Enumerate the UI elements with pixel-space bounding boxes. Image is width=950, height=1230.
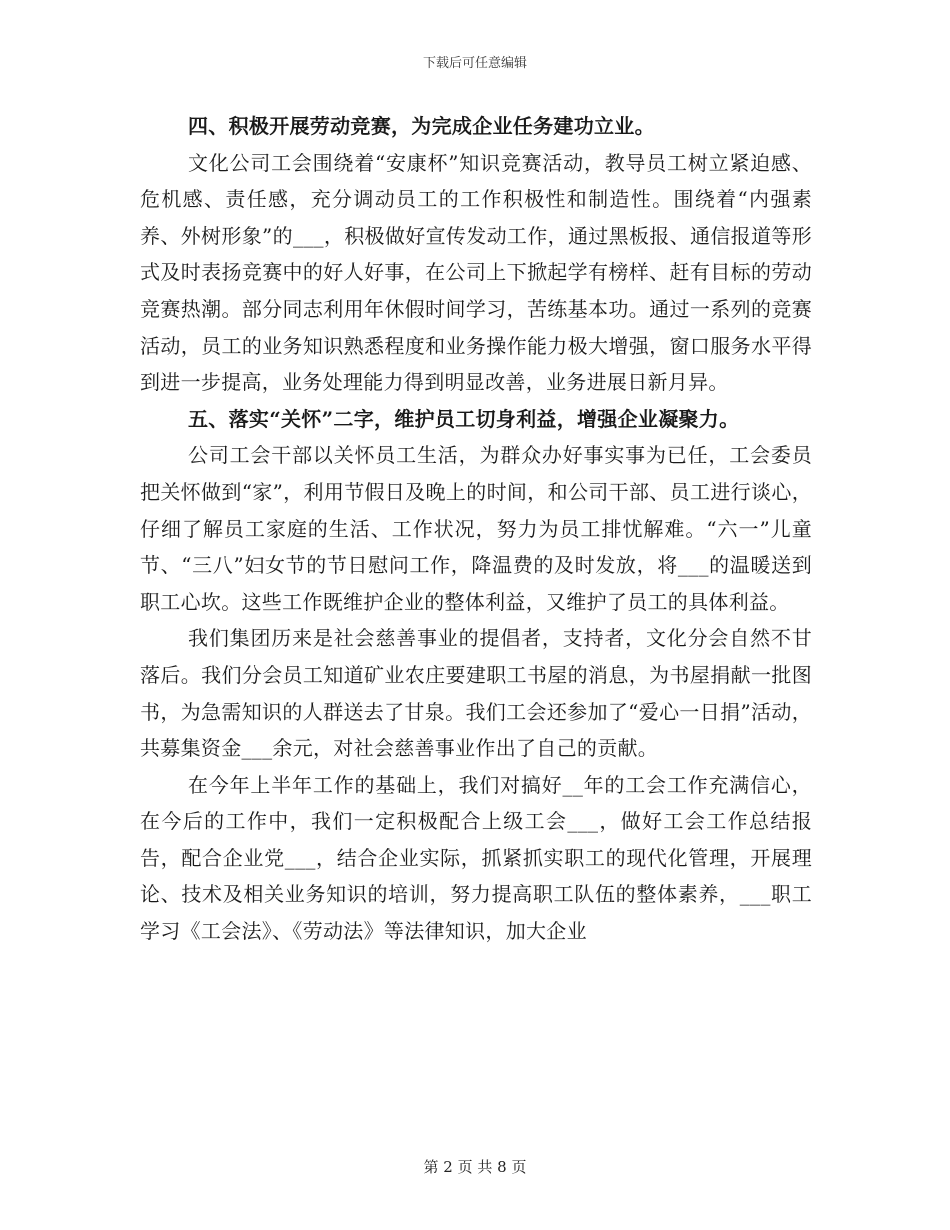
page-footer: 第 2 页 共 8 页 bbox=[423, 1158, 527, 1176]
section-heading-5: 五、落实“关怀”二字，维护员工切身利益，增强企业凝聚力。 bbox=[188, 406, 740, 431]
document-body bbox=[140, 108, 812, 950]
section-heading-4: 四、积极开展劳动竞赛，为完成企业任务建功立业。 bbox=[188, 114, 655, 138]
paragraph-labor-competition: 文化公司工会围绕着“安康杯”知识竞赛活动，教导员工树立紧迫感、危机感、责任感，充分调动员工的工作积极性和制造性。围绕着“内强素养、外树形象”的___，积极做好宣传发动工作，通过黑板报、通信报道等形式及时表扬竞赛中的好人好事，在公司上下掀起学有榜样、赶有目标的劳动竞赛热潮。部分同志利用年休假时间学习，苦练基本功。通过一系列的竞赛活动，员工的业务知识熟悉程度和业务操作能力极大增强，窗口服务水平得到进一步提高，业务处理能力得到明显改善，业务进展日新月异。 bbox=[140, 150, 812, 395]
paragraph-outlook: 在今年上半年工作的基础上，我们对搞好__年的工会工作充满信心，在今后的工作中，我们一定积极配合上级工会___，做好工会工作总结报告，配合企业党___，结合企业实际，抓紧抓实职工的现代化管理，开展理论、技术及相关业务知识的培训，努力提高职工队伍的整体素养，___职工学习《工会法》、《劳动法》等法律知识，加大企业 bbox=[140, 772, 812, 944]
page-header: 下载后可任意编辑 bbox=[422, 56, 527, 71]
paragraph-charity: 我们集团历来是社会慈善事业的提倡者，支持者，文化分会自然不甘落后。我们分会员工知道矿业农庄要建职工书屋的消息，为书屋捐献一批图书，为急需知识的人群送去了甘泉。我们工会还参加了“爱心一日捐”活动，共募集资金___余元，对社会慈善事业作出了自己的贡献。 bbox=[140, 626, 812, 761]
paragraph-employee-care: 公司工会干部以关怀员工生活，为群众办好事实事为已任，工会委员把关怀做到“家”，利用节假日及晚上的时间，和公司干部、员工进行谈心，仔细了解员工家庭的生活、工作状况，努力为员工排忧解难。“六一”儿童节、“三八”妇女节的节日慰问工作，降温费的及时发放，将___的温暖送到职工心坎。这些工作既维护企业的整体利益，又维护了员工的具体利益。 bbox=[140, 443, 812, 614]
